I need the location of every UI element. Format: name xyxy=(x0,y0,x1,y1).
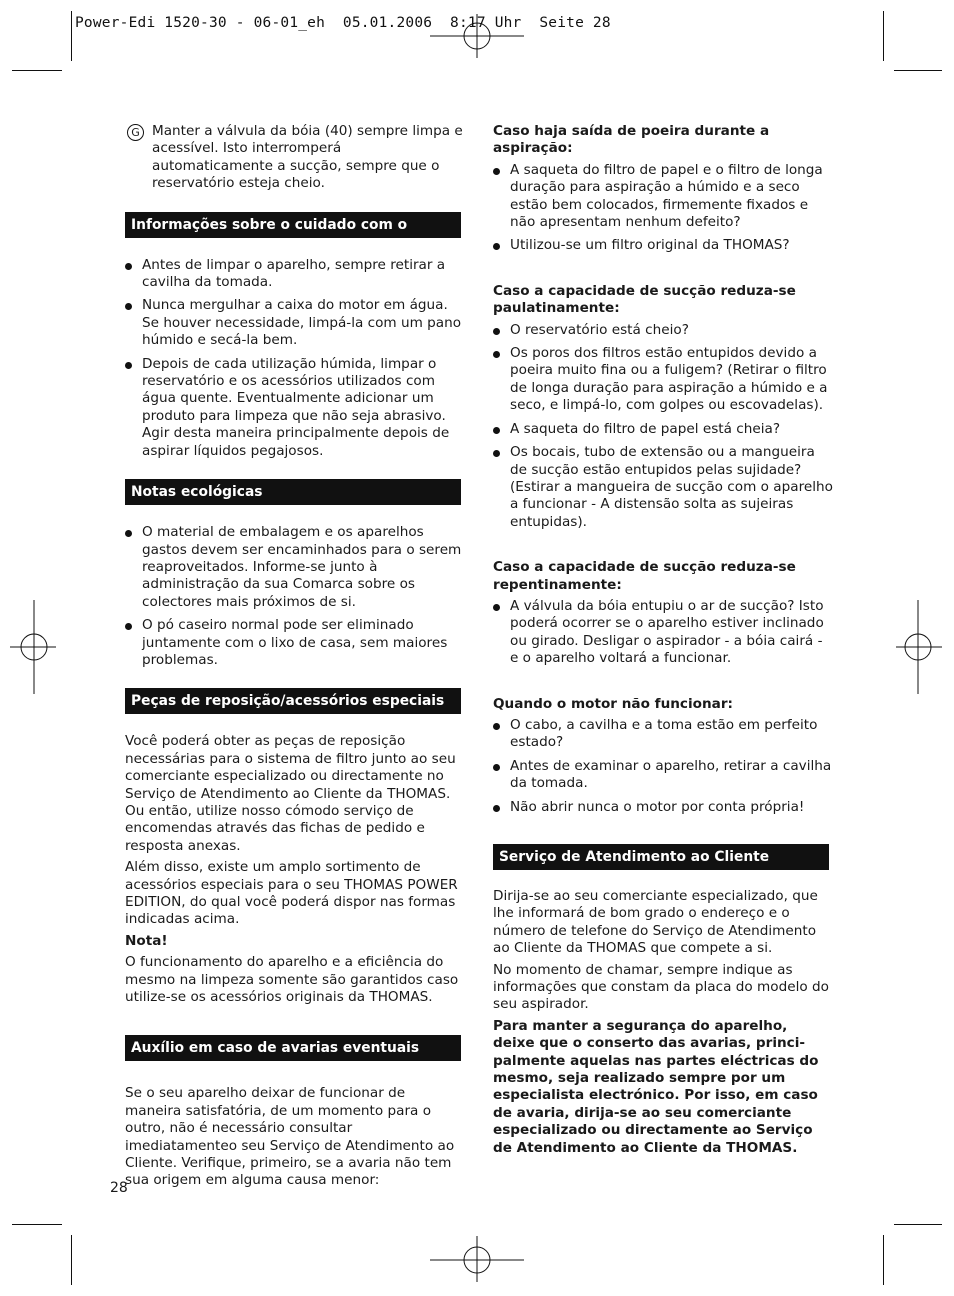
care-section-title: Informações sobre o cuidado com o aparelho xyxy=(125,212,461,238)
registration-mark-top xyxy=(430,12,524,58)
registration-mark-left xyxy=(10,600,56,694)
bullet-icon xyxy=(493,328,500,335)
sudden-heading: Caso a capacidade de sucção reduza-se repentinamente: xyxy=(493,559,796,593)
help-paragraph: Se o seu aparelho deixar de funcionar de maneira satisfatória, de um momento para o outro, não é necessário consultar imediatamenteo seu Serviço de Atendimento ao Cliente. Verifique, primeiro, se a avaria não tem sua origem em alguma causa menor: xyxy=(125,1085,455,1189)
crop-mark xyxy=(12,70,62,71)
print-slug: Power-Edi 1520-30 - 06-01_eh 05.01.2006 8:17 Uhr Seite 28 xyxy=(75,15,611,31)
list-item: Nunca mergulhar a caixa do motor em água. Se houver necessidade, limpá-la com um pano húmido e secá-la bem. xyxy=(125,297,465,349)
list-item: A saqueta do filtro de papel e o filtro de longa duração para aspiração a húmido e a seco estão bem colocados, firmemente fixados e não apresentam nenhum defeito? xyxy=(493,162,833,232)
list-item: Depois de cada utilização húmida, limpar o reservatório e os acessórios utilizados com água quente. Eventualmente adicionar um produto para limpeza que não seja abrasivo. Agir desta maneira principalmente depois de aspirar líquidos pegajosos. xyxy=(125,356,465,460)
registration-mark-bottom xyxy=(430,1236,524,1284)
parts-paragraph: Você poderá obter as peças de reposição necessárias para o sistema de filtro junto ao seu comerciante especializado ou directamente no Serviço de Atendimento ao Cliente da THOMAS. Ou então, utilize nosso cómodo serviço de encomendas através das fichas de pedido e resposta anexas. xyxy=(125,733,456,854)
registration-mark-right xyxy=(896,600,942,694)
list-item: A saqueta do filtro de papel está cheia? xyxy=(493,421,833,438)
crop-mark xyxy=(883,11,884,61)
crop-mark xyxy=(71,11,72,61)
dust-heading: Caso haja saída de poeira durante a aspiração: xyxy=(493,123,770,157)
bullet-icon xyxy=(125,530,132,537)
crop-mark xyxy=(894,1224,942,1225)
parts-paragraph: Além disso, existe um amplo sortimento de acessórios especiais para o seu THOMAS POWER EDITION, do qual você poderá dispor nas formas indicadas acima. xyxy=(125,859,458,928)
bullet-icon xyxy=(493,427,500,434)
help-section-title: Auxílio em caso de avarias eventuais xyxy=(125,1035,461,1061)
bullet-icon xyxy=(493,764,500,771)
bullet-icon xyxy=(493,168,500,175)
bullet-icon xyxy=(493,450,500,457)
note-paragraph: O funcionamento do aparelho e a eficiência do mesmo na limpeza somente são garantidos caso utilize-se os acessórios originais da THOMAS. xyxy=(125,954,459,1006)
bullet-icon xyxy=(493,723,500,730)
crop-mark xyxy=(894,70,942,71)
list-item: Utilizou-se um filtro original da THOMAS? xyxy=(493,237,833,254)
float-valve-note xyxy=(125,123,465,193)
gradual-heading: Caso a capacidade de sucção reduza-se paulatinamente: xyxy=(493,282,796,317)
list-item: Não abrir nunca o motor por conta própria! xyxy=(493,799,833,816)
bullet-icon xyxy=(493,805,500,812)
list-item: Os poros dos filtros estão entupidos devido a poeira muito fina ou a fuligem? (Retirar o filtro de longa duração para aspiração a húmido e a seco, e limpá-lo, com golpes ou escovadelas). xyxy=(493,345,833,415)
list-item: O pó caseiro normal pode ser eliminado juntamente com o lixo de casa, sem maiores problemas. xyxy=(125,617,465,669)
service-paragraph: Dirija-se ao seu comerciante especializado, que lhe informará de bom grado o endereço e o número de telefone do Serviço de Atendimento ao Cliente da THOMAS que compete a si. xyxy=(493,888,818,957)
bullet-icon xyxy=(125,303,132,310)
parts-section-title: Peças de reposição/acessórios especiais xyxy=(125,688,461,714)
list-item: O reservatório está cheio? xyxy=(493,322,833,339)
service-safety-paragraph: Para manter a segurança do aparelho, deixe que o conserto das avarias, princi-palmente aquelas nas partes eléctricas do mesmo, seja realizado sempre por um especialista electrónico. Por isso, em caso de avaria, dirija-se ao seu comerciante especializado ou directamente ao Serviço de Atendimento ao Cliente da THOMAS. xyxy=(493,1017,819,1156)
service-paragraph: No momento de chamar, sempre indique as informações que constam da placa do modelo do seu aspirador. xyxy=(493,961,829,1013)
crop-mark xyxy=(12,1224,62,1225)
list-item: Antes de examinar o aparelho, retirar a cavilha da tomada. xyxy=(493,758,833,793)
motor-heading: Quando o motor não funcionar: xyxy=(493,695,733,712)
crop-mark xyxy=(883,1235,884,1285)
eco-section-title: Notas ecológicas xyxy=(125,479,461,505)
list-item: Antes de limpar o aparelho, sempre retirar a cavilha da tomada. xyxy=(125,257,465,292)
list-item: O cabo, a cavilha e a toma estão em perfeito estado? xyxy=(493,717,833,752)
list-item: O material de embalagem e os aparelhos gastos devem ser encaminhados para o serem reaproveitados. Informe-se junto à administração da sua Comarca sobre os colectores mais próximos de si. xyxy=(125,524,465,611)
bullet-icon xyxy=(125,362,132,369)
left-column xyxy=(125,123,465,1194)
float-valve-text: Manter a válvula da bóia (40) sempre limpa e acessível. Isto interromperá automaticamente a sucção, sempre que o reservatório esteja cheio. xyxy=(152,123,463,192)
page-number: 28 xyxy=(110,1180,128,1196)
right-column xyxy=(493,123,833,1161)
bullet-icon xyxy=(125,623,132,630)
note-label: Nota! xyxy=(125,932,168,949)
bullet-icon xyxy=(493,243,500,250)
bullet-icon xyxy=(125,263,132,270)
list-item: A válvula da bóia entupiu o ar de sucção? Isto poderá ocorrer se o aparelho estiver inclinado ou girado. Desligar o aspirador - a bóia cairá - e o aparelho voltará a funcionar. xyxy=(493,598,833,668)
service-section-title: Serviço de Atendimento ao Cliente xyxy=(493,844,829,870)
bullet-icon xyxy=(493,351,500,358)
figure-marker: G xyxy=(127,124,144,141)
bullet-icon xyxy=(493,604,500,611)
crop-mark xyxy=(71,1235,72,1285)
list-item: Os bocais, tubo de extensão ou a mangueira de sucção estão entupidos pelas sujidade? (Estirar a mangueira de sucção com o aparelho a funcionar - A distensão solta as sujeiras entupidas). xyxy=(493,444,833,531)
